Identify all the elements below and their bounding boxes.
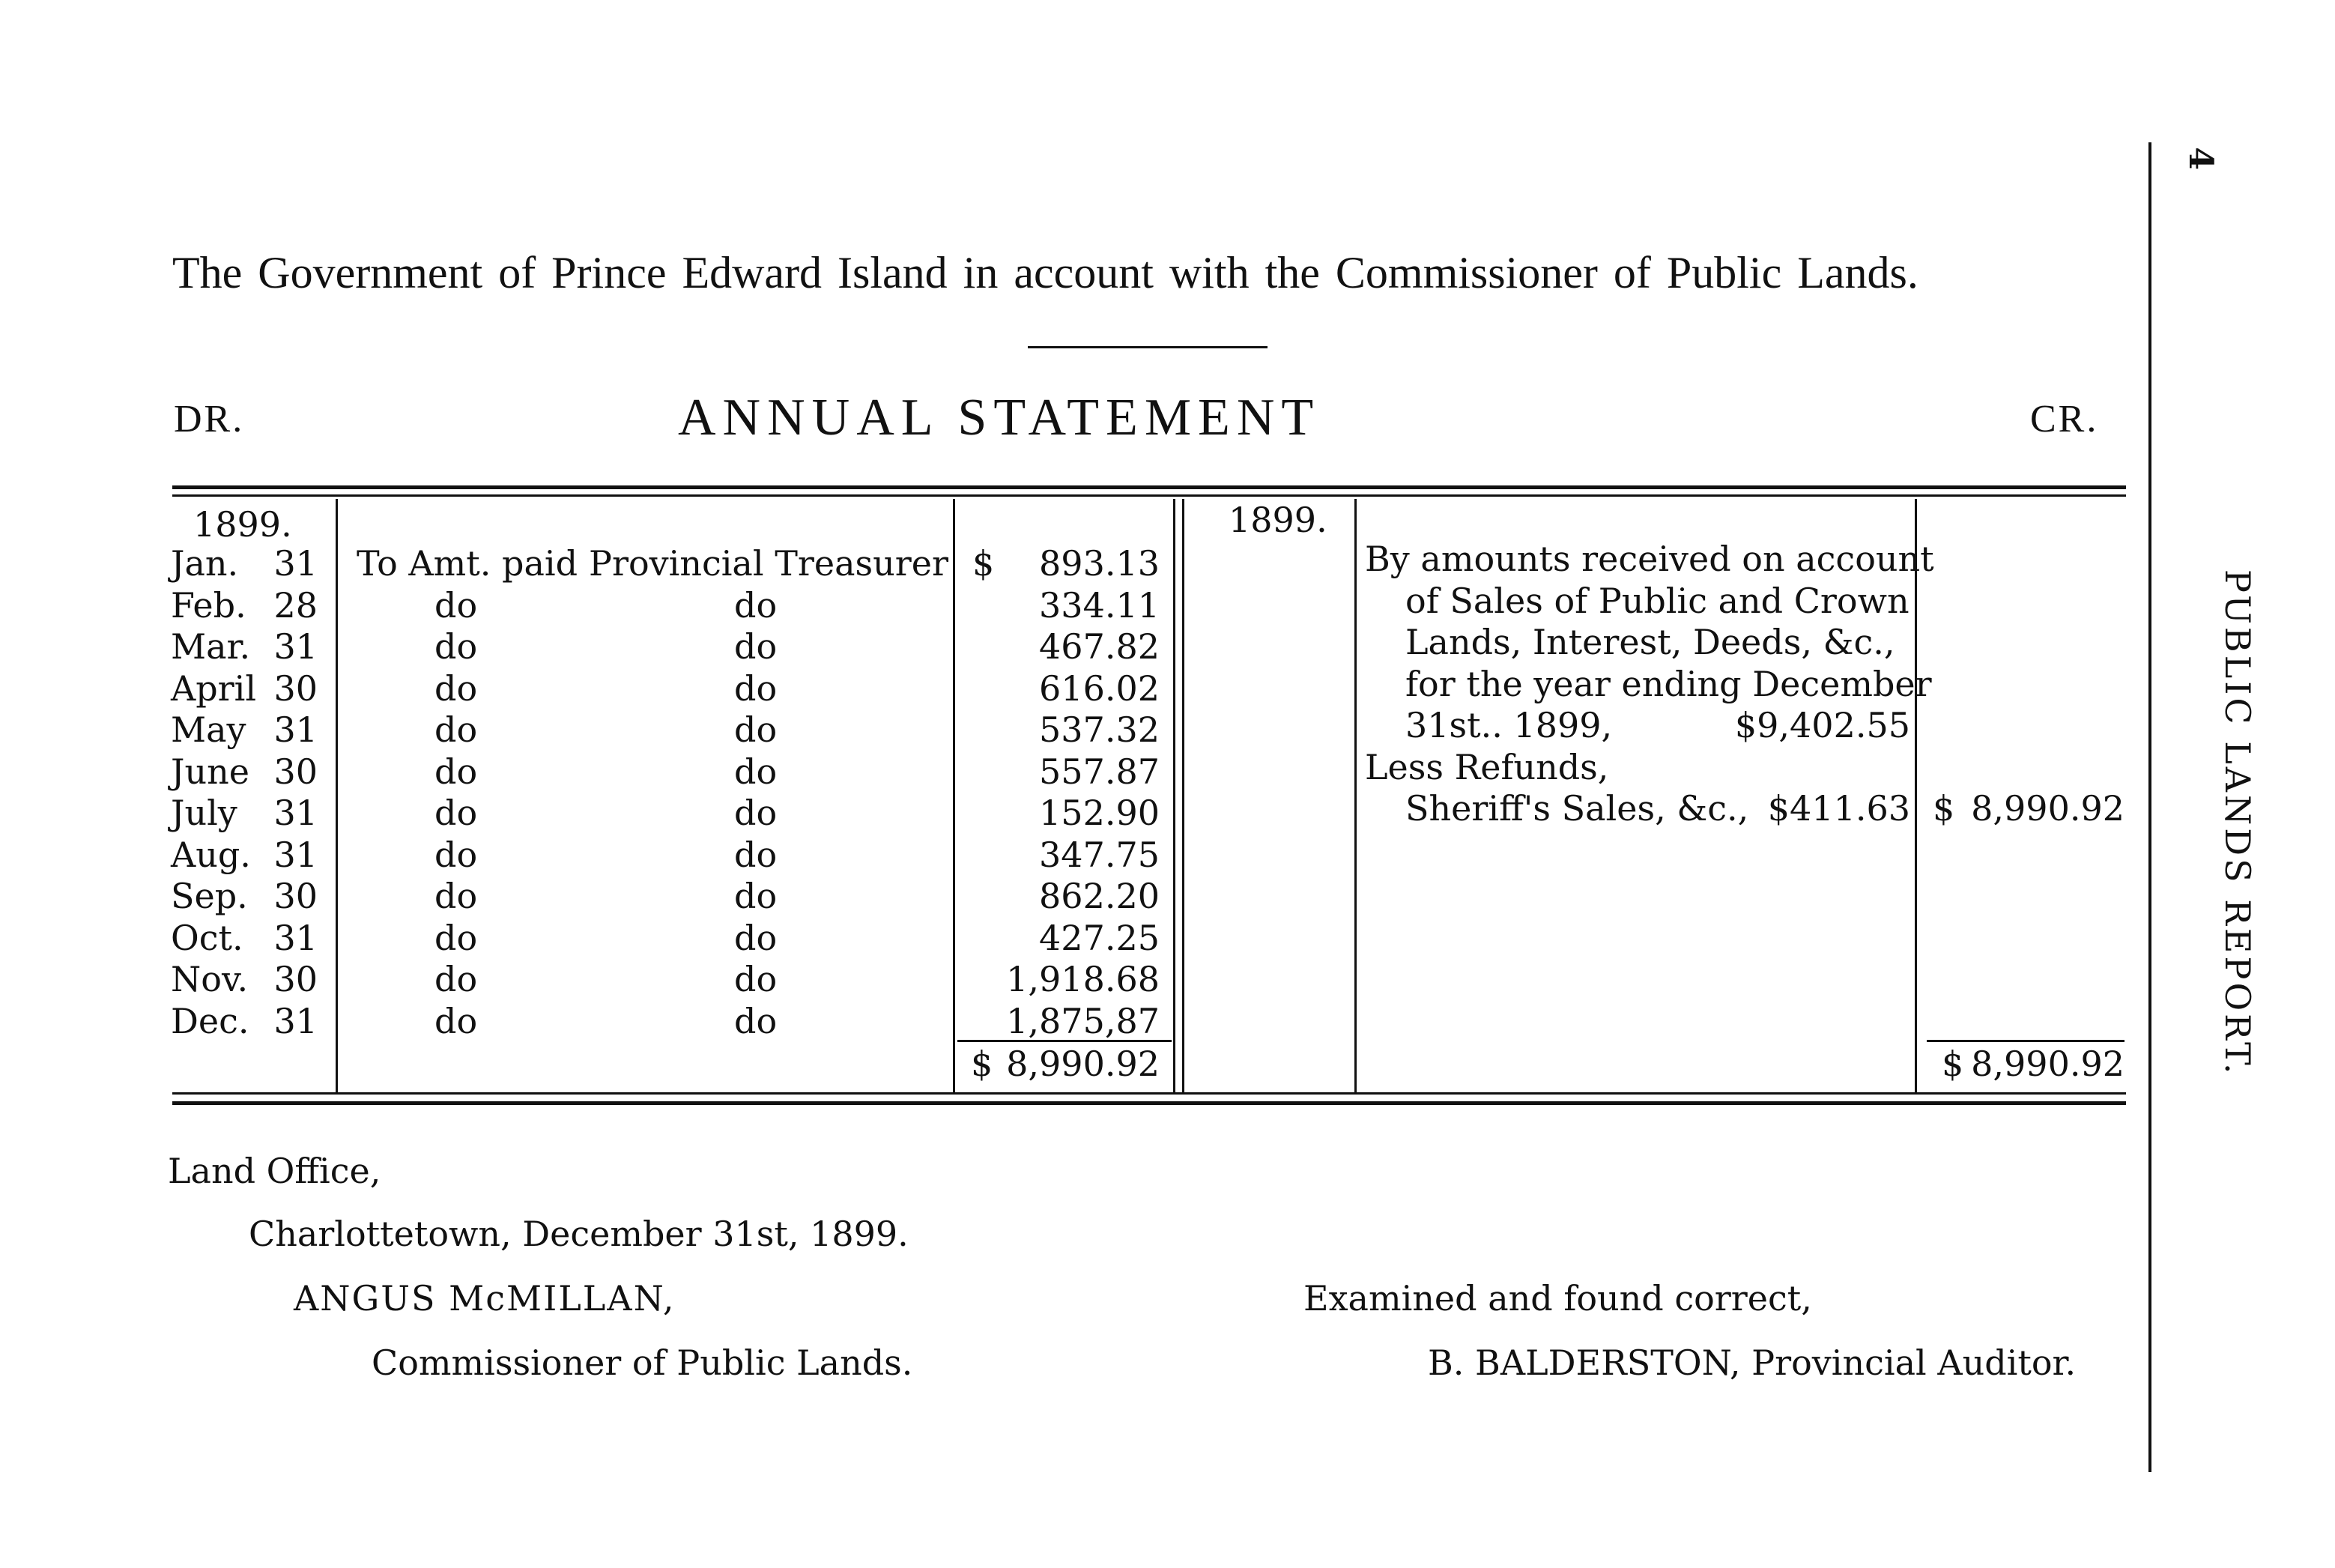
entry-amount: 1,918.68	[1006, 959, 1160, 999]
entry-month: July	[171, 793, 237, 833]
entry-ditto: do	[734, 1001, 778, 1041]
entry-day: 31	[273, 793, 318, 833]
entry-ditto: do	[434, 959, 478, 999]
entry-day: 31	[273, 835, 318, 875]
entry-description: Provincial Treasurer	[589, 543, 948, 584]
entry-amount: 1,875,87	[1006, 1001, 1160, 1041]
document-heading: The Government of Prince Edward Island in account with the Commissioner of Public Lands.	[172, 248, 1918, 297]
footer-place-date: Charlottetown, December 31st, 1899.	[249, 1214, 909, 1254]
entry-ditto: do	[734, 709, 778, 750]
entry-amount: 467.82	[1039, 626, 1160, 667]
credit-label: CR.	[2030, 398, 2099, 441]
entry-ditto: do	[734, 585, 778, 626]
entry-month: Mar.	[171, 626, 251, 667]
entry-ditto: do	[734, 835, 778, 875]
entry-amount: 893.13	[1039, 543, 1160, 584]
column-rule	[1182, 499, 1184, 1092]
credit-total: 8,990.92	[1971, 1044, 2124, 1084]
entry-ditto: do	[734, 959, 778, 999]
running-header: PUBLIC LANDS REPORT.	[2217, 569, 2258, 1077]
statement-title: ANNUAL STATEMENT	[678, 389, 1321, 447]
credit-net-currency: $	[1933, 788, 1955, 829]
entry-ditto: do	[434, 876, 478, 916]
entry-month: Feb.	[171, 585, 246, 626]
entry-ditto: do	[434, 751, 478, 792]
entry-ditto: do	[734, 668, 778, 709]
entry-day: 31	[273, 709, 318, 750]
column-rule	[1173, 499, 1175, 1092]
entry-month: Nov.	[171, 959, 249, 999]
credit-net-amount: 8,990.92	[1971, 788, 2124, 829]
debit-total-currency: $	[971, 1044, 993, 1084]
entry-month: Sep.	[171, 876, 248, 916]
entry-day: 28	[273, 585, 318, 626]
entry-day: 31	[273, 543, 318, 584]
entry-day: 30	[273, 959, 318, 999]
entry-ditto: do	[734, 918, 778, 958]
credit-description-line: for the year ending December	[1405, 664, 1932, 704]
entry-amount: 616.02	[1039, 668, 1160, 709]
entry-ditto: do	[734, 751, 778, 792]
entry-day: 30	[273, 668, 318, 709]
entry-amount: 334.11	[1039, 585, 1160, 626]
credit-description-line: Lands, Interest, Deeds, &c.,	[1405, 622, 1895, 662]
column-rule	[336, 499, 338, 1092]
credit-refund-amount: $411.63	[1767, 788, 1910, 829]
table-top-rule-inner	[172, 494, 2126, 497]
entry-ditto: do	[434, 835, 478, 875]
entry-ditto: do	[434, 793, 478, 833]
examined-note: Examined and found correct,	[1303, 1278, 1812, 1319]
table-top-rule	[172, 485, 2126, 489]
entry-amount: 152.90	[1039, 793, 1160, 833]
commissioner-name: ANGUS McMILLAN,	[294, 1278, 676, 1319]
entry-month: April	[171, 668, 257, 709]
entry-day: 30	[273, 751, 318, 792]
entry-amount: 347.75	[1039, 835, 1160, 875]
debit-year: 1899.	[193, 504, 292, 545]
page-margin-rule	[2148, 142, 2151, 1472]
entry-description: To Amt. paid	[357, 543, 578, 584]
entry-amount: 427.25	[1039, 918, 1160, 958]
credit-total-currency: $	[1942, 1044, 1964, 1084]
entry-month: Aug.	[171, 835, 251, 875]
entry-ditto: do	[734, 793, 778, 833]
entry-day: 31	[273, 918, 318, 958]
heading-divider	[1028, 346, 1268, 348]
entry-ditto: do	[434, 668, 478, 709]
entry-ditto: do	[734, 876, 778, 916]
auditor-signature: B. BALDERSTON, Provincial Auditor.	[1428, 1343, 2077, 1383]
credit-refund-label: Sheriff's Sales, &c.,	[1405, 788, 1749, 829]
debit-total: 8,990.92	[1006, 1044, 1160, 1084]
entry-currency: $	[972, 543, 995, 584]
column-rule	[953, 499, 955, 1092]
entry-day: 30	[273, 876, 318, 916]
commissioner-title: Commissioner of Public Lands.	[372, 1343, 913, 1383]
entry-ditto: do	[434, 626, 478, 667]
entry-amount: 557.87	[1039, 751, 1160, 792]
entry-amount: 537.32	[1039, 709, 1160, 750]
page-number: 4	[2181, 147, 2220, 170]
entry-ditto: do	[434, 918, 478, 958]
entry-ditto: do	[434, 1001, 478, 1041]
entry-month: June	[171, 751, 249, 792]
credit-year: 1899.	[1229, 500, 1327, 540]
entry-amount: 862.20	[1039, 876, 1160, 916]
entry-month: Dec.	[171, 1001, 249, 1041]
table-bottom-rule	[172, 1092, 2126, 1095]
entry-day: 31	[273, 1001, 318, 1041]
entry-month: Jan.	[171, 543, 239, 584]
entry-month: May	[171, 709, 246, 750]
debit-total-rule	[957, 1040, 1172, 1042]
credit-description-line: By amounts received on account	[1365, 539, 1934, 579]
entry-ditto: do	[434, 709, 478, 750]
table-bottom-rule-outer	[172, 1101, 2126, 1105]
credit-description-line: of Sales of Public and Crown	[1405, 581, 1910, 621]
entry-ditto: do	[434, 585, 478, 626]
column-rule	[1915, 499, 1917, 1092]
entry-ditto: do	[734, 626, 778, 667]
credit-less-label: Less Refunds,	[1365, 747, 1609, 787]
entry-day: 31	[273, 626, 318, 667]
debit-label: DR.	[174, 398, 245, 441]
credit-description-line: 31st.. 1899,	[1405, 705, 1613, 745]
entry-month: Oct.	[171, 918, 243, 958]
credit-total-rule	[1927, 1040, 2124, 1042]
column-rule	[1354, 499, 1357, 1092]
footer-office: Land Office,	[168, 1151, 381, 1191]
credit-gross-amount: $9,402.55	[1734, 705, 1910, 745]
